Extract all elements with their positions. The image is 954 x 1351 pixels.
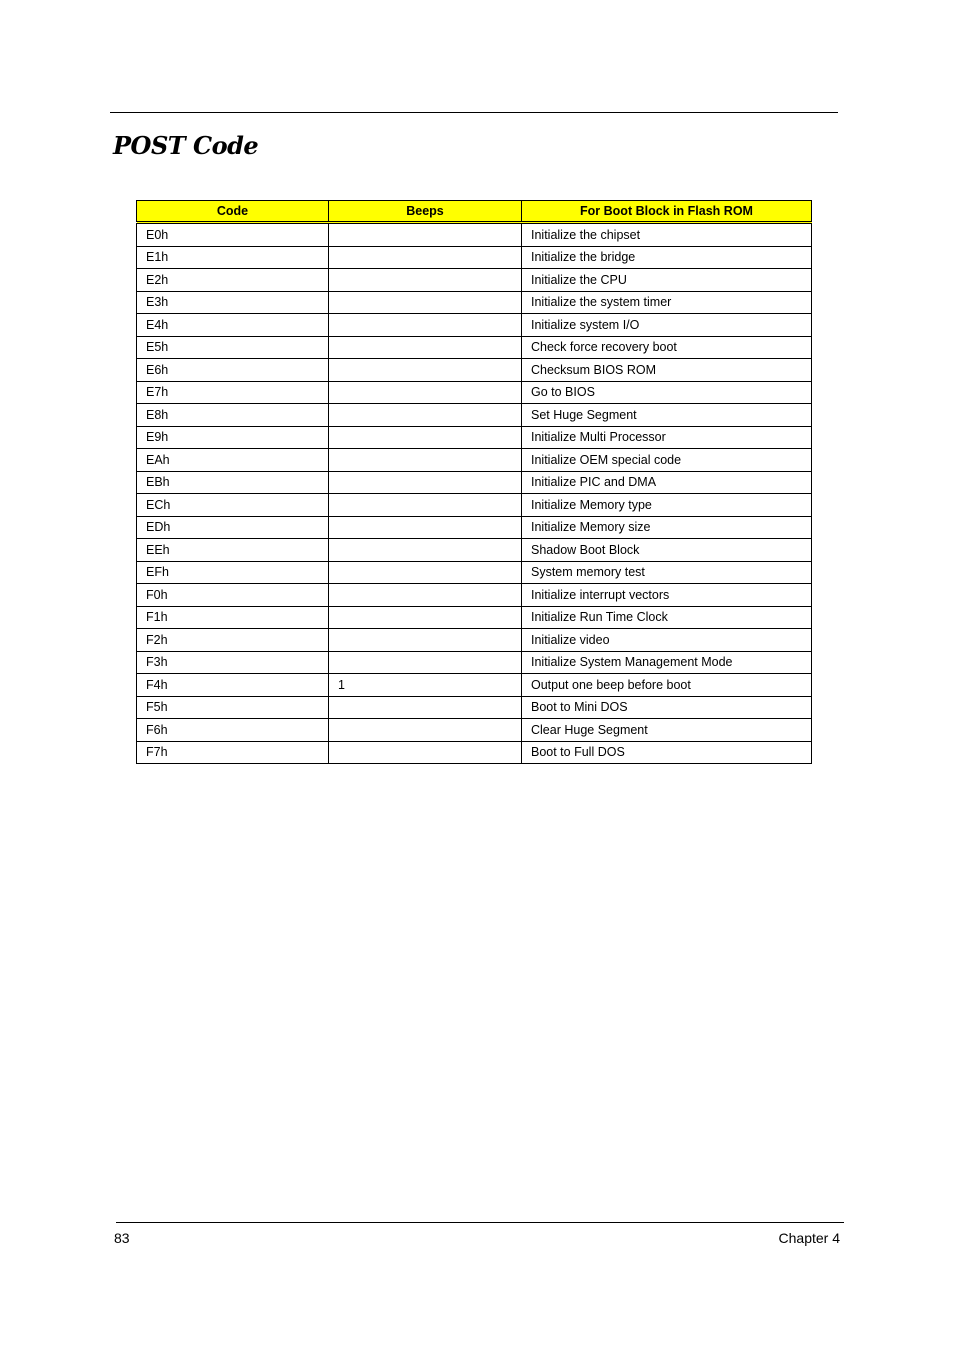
table-row [137, 291, 812, 314]
beeps-cell: 1 [329, 674, 522, 697]
code-cell: F0h [137, 584, 329, 607]
description-cell: Initialize OEM special code [522, 449, 812, 472]
table-row [137, 696, 812, 719]
description-cell: Initialize System Management Mode [522, 651, 812, 674]
description-cell: Initialize the CPU [522, 269, 812, 292]
code-cell: EAh [137, 449, 329, 472]
table-row [137, 404, 812, 427]
code-cell: F1h [137, 606, 329, 629]
table-row [137, 584, 812, 607]
table-row [137, 719, 812, 742]
description-cell: Output one beep before boot [522, 674, 812, 697]
code-cell: E5h [137, 336, 329, 359]
beeps-cell [329, 359, 522, 382]
beeps-cell [329, 471, 522, 494]
table-row [137, 674, 812, 697]
description-cell: Initialize interrupt vectors [522, 584, 812, 607]
code-cell: F2h [137, 629, 329, 652]
table-row [137, 426, 812, 449]
table-row [137, 561, 812, 584]
description-cell: Initialize video [522, 629, 812, 652]
code-cell: F7h [137, 741, 329, 764]
beeps-cell [329, 651, 522, 674]
beeps-cell [329, 291, 522, 314]
code-cell: F5h [137, 696, 329, 719]
description-cell: Initialize Run Time Clock [522, 606, 812, 629]
beeps-cell [329, 539, 522, 562]
column-header-description: For Boot Block in Flash ROM [522, 201, 812, 223]
beeps-cell [329, 449, 522, 472]
post-code-table [136, 200, 812, 764]
description-cell: Initialize Memory size [522, 516, 812, 539]
beeps-cell [329, 606, 522, 629]
description-cell: System memory test [522, 561, 812, 584]
beeps-cell [329, 223, 522, 247]
table-row [137, 381, 812, 404]
table-row [137, 629, 812, 652]
beeps-cell [329, 314, 522, 337]
beeps-cell [329, 381, 522, 404]
beeps-cell [329, 629, 522, 652]
description-cell: Initialize the chipset [522, 223, 812, 247]
table-header-row [137, 201, 812, 223]
code-cell: EEh [137, 539, 329, 562]
table-row [137, 606, 812, 629]
beeps-cell [329, 494, 522, 517]
table-body [137, 223, 812, 764]
code-cell: EDh [137, 516, 329, 539]
description-cell: Checksum BIOS ROM [522, 359, 812, 382]
code-cell: E0h [137, 223, 329, 247]
header-divider [110, 112, 838, 113]
column-header-beeps: Beeps [329, 201, 522, 223]
description-cell: Initialize the bridge [522, 246, 812, 269]
column-header-code: Code [137, 201, 329, 223]
table-row [137, 223, 812, 247]
beeps-cell [329, 584, 522, 607]
table-row [137, 651, 812, 674]
beeps-cell [329, 336, 522, 359]
beeps-cell [329, 719, 522, 742]
footer-divider [116, 1222, 844, 1223]
beeps-cell [329, 269, 522, 292]
description-cell: Initialize Memory type [522, 494, 812, 517]
table-row [137, 516, 812, 539]
description-cell: Set Huge Segment [522, 404, 812, 427]
description-cell: Initialize system I/O [522, 314, 812, 337]
description-cell: Boot to Mini DOS [522, 696, 812, 719]
table-row [137, 449, 812, 472]
page-number: 83 [114, 1230, 130, 1246]
table-row [137, 539, 812, 562]
code-cell: F4h [137, 674, 329, 697]
description-cell: Initialize Multi Processor [522, 426, 812, 449]
code-cell: E4h [137, 314, 329, 337]
beeps-cell [329, 741, 522, 764]
code-cell: E7h [137, 381, 329, 404]
table-row [137, 336, 812, 359]
code-cell: EBh [137, 471, 329, 494]
description-cell: Clear Huge Segment [522, 719, 812, 742]
beeps-cell [329, 404, 522, 427]
code-cell: E6h [137, 359, 329, 382]
table-row [137, 471, 812, 494]
description-cell: Boot to Full DOS [522, 741, 812, 764]
table-row [137, 269, 812, 292]
beeps-cell [329, 696, 522, 719]
beeps-cell [329, 561, 522, 584]
code-cell: E8h [137, 404, 329, 427]
table-row [137, 314, 812, 337]
code-cell: F3h [137, 651, 329, 674]
description-cell: Initialize PIC and DMA [522, 471, 812, 494]
beeps-cell [329, 426, 522, 449]
beeps-cell [329, 246, 522, 269]
description-cell: Shadow Boot Block [522, 539, 812, 562]
table-row [137, 741, 812, 764]
chapter-label: Chapter 4 [778, 1230, 840, 1246]
description-cell: Initialize the system timer [522, 291, 812, 314]
code-cell: E2h [137, 269, 329, 292]
code-cell: E3h [137, 291, 329, 314]
beeps-cell [329, 516, 522, 539]
description-cell: Go to BIOS [522, 381, 812, 404]
table-row [137, 359, 812, 382]
description-cell: Check force recovery boot [522, 336, 812, 359]
table-row [137, 246, 812, 269]
page-title: POST Code [113, 131, 259, 160]
code-cell: F6h [137, 719, 329, 742]
code-cell: E9h [137, 426, 329, 449]
code-cell: E1h [137, 246, 329, 269]
table-row [137, 494, 812, 517]
code-cell: ECh [137, 494, 329, 517]
code-cell: EFh [137, 561, 329, 584]
